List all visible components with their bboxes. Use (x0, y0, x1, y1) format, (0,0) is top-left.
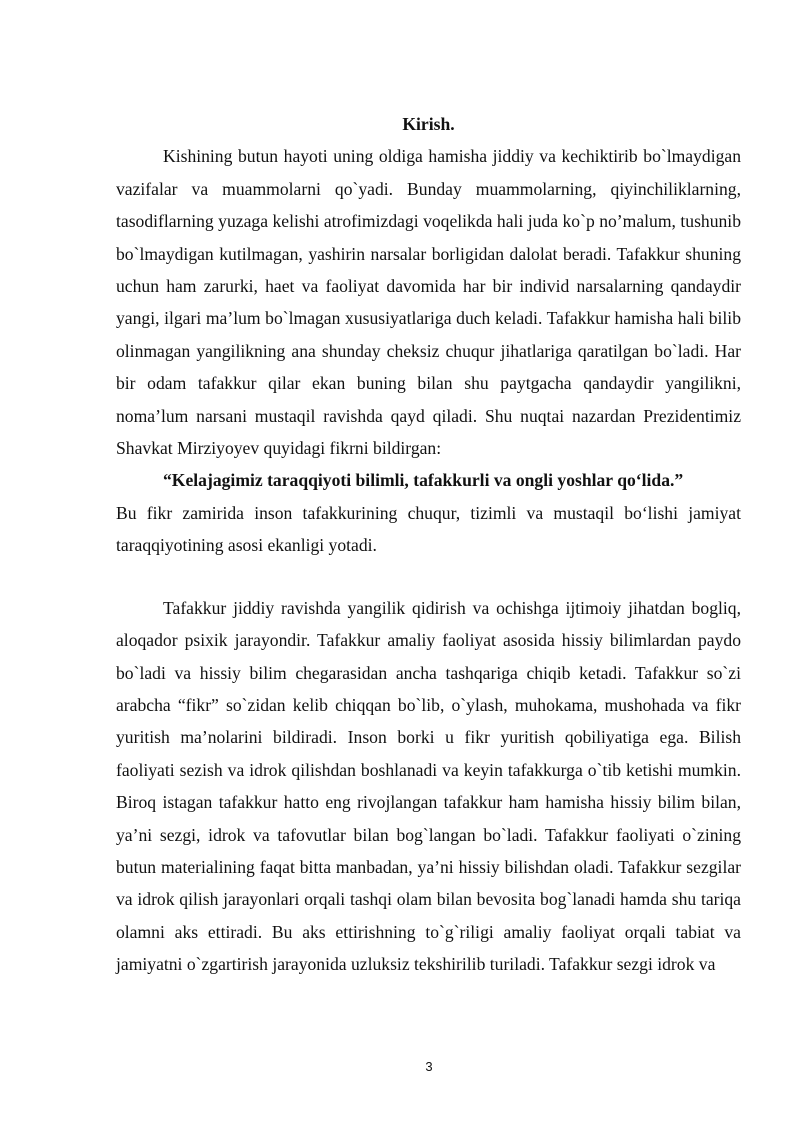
page-content (116, 108, 741, 981)
section-title: Kirish. (402, 114, 455, 134)
paragraph-intro: Kishining butun hayoti uning oldiga hamisha jiddiy va kechiktirib bo`lmaydigan vazifalar va muammolarni qo`yadi. Bunday muammolarning, qiyinchiliklarning, tasodiflarning yuzaga kelishi atrofimizdagi voqelikda hali juda ko`p no’malum, tushunib bo`lmaydigan kutilmagan, yashirin narsalar borligidan dalolat beradi. Tafakkur shuning uchun ham zarurki, haet va faoliyat davomida har bir individ narsalarning qandaydir yangi, ilgari ma’lum bo`lmagan xususiyatlariga duch keladi. Tafakkur hamisha hali bilib olinmagan yangilikning ana shunday cheksiz chuqur jihatlariga qaratilgan bo`ladi. Har bir odam tafakkur qilar ekan buning bilan shu paytgacha qandaydir yangilikni, noma’lum narsani mustaqil ravishda qayd qiladi. Shu nuqtai nazardan Prezidentimiz Shavkat Mirziyoyev quyidagi fikrni bildirgan: (116, 146, 741, 459)
paragraph-gap (116, 562, 741, 592)
president-quote: “Kelajagimiz taraqqiyoti bilimli, tafakkurli va ongli yoshlar qo‘lida.” (163, 470, 684, 491)
quote-continuation: Bu fikr zamirida inson tafakkurining chuqur, tizimli va mustaqil bo‘lishi jamiyat taraqqiyotining asosi ekanligi yotadi. (116, 502, 741, 556)
page-number: 3 (425, 1059, 433, 1074)
paragraph-thinking: Tafakkur jiddiy ravishda yangilik qidirish va ochishga ijtimoiy jihatdan bogliq, aloqador psixik jarayondir. Tafakkur amaliy faoliyat asosida hissiy bilimlardan paydo bo`ladi va hissiy bilim chegarasidan ancha tashqariga chiqib ketadi. Tafakkur so`zi arabcha “fikr” so`zidan kelib chiqqan bo`lib, o`ylash, muhokama, mushohada va fikr yuritish ma’nolarini bildiradi. Inson borki u fikr yuritish qobiliyatiga ega. Bilish faoliyati sezish va idrok qilishdan boshlanadi va keyin tafakkurga o`tib ketishi mumkin. Biroq istagan tafakkur hatto eng rivojlangan tafakkur ham hamisha hissiy bilim bilan, ya’ni sezgi, idrok va tafovutlar bilan bog`langan bo`ladi. Tafakkur faoliyati o`zining butun materialining faqat bitta manbadan, ya’ni hissiy bilishdan oladi. Tafakkur sezgilar va idrok qilish jarayonlari orqali tashqi olam bilan bevosita bog`lanadi hamda shu tariqa olamni aks ettiradi. Bu aks ettirishning to`g`riligi amaliy faoliyat orqali tabiat va jamiyatni o`zgartirish jarayonida uzluksiz tekshirilib turiladi. Tafakkur sezgi idrok va (116, 597, 741, 975)
